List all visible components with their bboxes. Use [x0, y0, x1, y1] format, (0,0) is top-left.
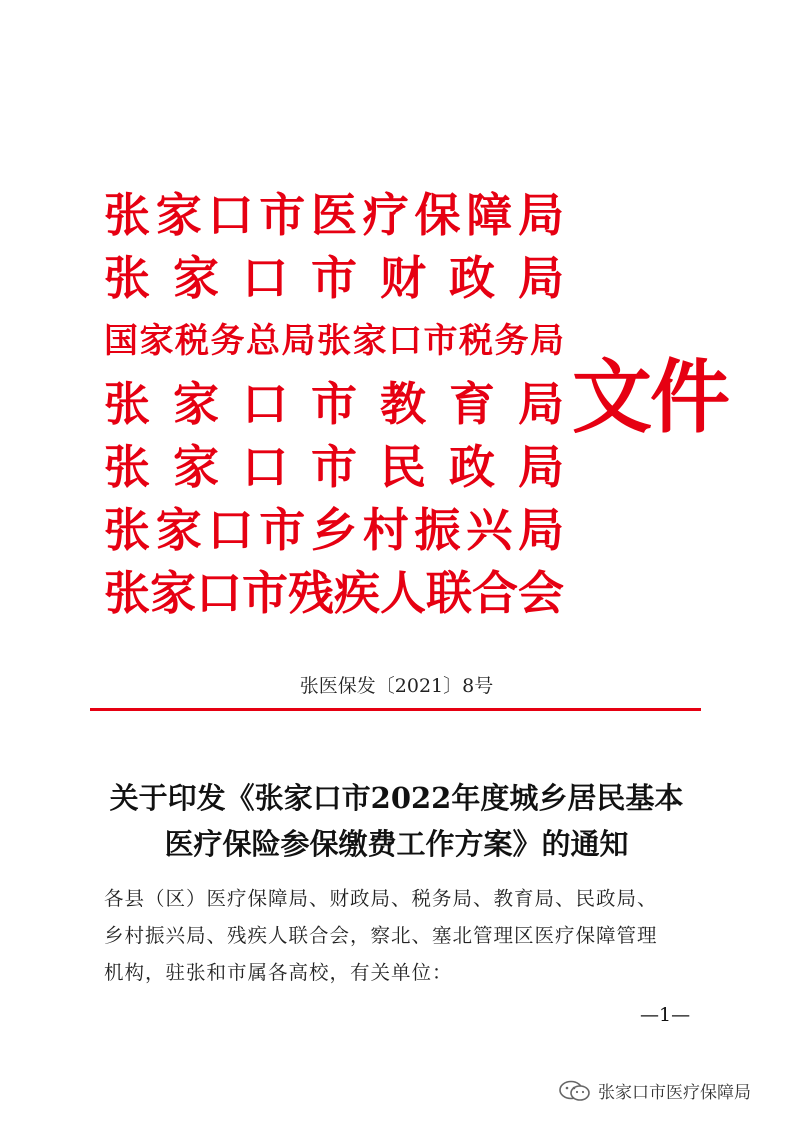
- body-text: [104, 880, 694, 991]
- issuer-char: 总: [246, 321, 280, 361]
- title-line: 关于印发《张家口市2022年度城乡居民基本: [109, 781, 684, 815]
- issuer-char: 育: [449, 377, 495, 431]
- issuer-char: 张: [104, 188, 150, 242]
- issuer-line: [104, 562, 564, 625]
- issuer-char: 口: [242, 251, 288, 305]
- issuer-char: 兴: [466, 503, 513, 557]
- issuer-char: 市: [242, 566, 288, 620]
- issuer-char: 局: [530, 321, 564, 361]
- issuer-char: 局: [518, 503, 564, 557]
- issuer-char: 家: [173, 440, 219, 494]
- issuer-line: [104, 436, 564, 499]
- issuer-line: [104, 310, 564, 373]
- issuer-char: 市: [311, 377, 357, 431]
- issuer-line: [104, 373, 564, 436]
- issuer-char: 家: [173, 251, 219, 305]
- issuer-line: [104, 247, 564, 310]
- issuer-char: 家: [139, 321, 174, 361]
- issuer-char: 口: [207, 503, 254, 557]
- body-line: 各县（区）医疗保障局、财政局、税务局、教育局、民政局、: [104, 887, 658, 910]
- issuer-char: 局: [518, 377, 564, 431]
- body-line: 机构，驻张和市属各高校，有关单位：: [104, 961, 453, 984]
- issuer-char: 张: [104, 566, 150, 620]
- body-line: 乡村振兴局、残疾人联合会，察北、塞北管理区医疗保障管理: [104, 924, 658, 947]
- issuer-char: 医: [311, 188, 357, 242]
- issuer-char: 乡: [311, 503, 357, 557]
- issuer-char: 张: [104, 440, 150, 494]
- issuer-char: 人: [380, 566, 426, 620]
- issuer-char: 市: [423, 321, 458, 361]
- issuer-char: 合: [472, 566, 518, 620]
- watermark: [558, 1078, 751, 1103]
- issuer-char: 张: [104, 251, 150, 305]
- issuer-char: 务: [210, 321, 245, 361]
- title-line: 医疗保险参保缴费工作方案》的通知: [164, 827, 629, 861]
- issuer-char: 局: [281, 321, 316, 361]
- issuer-char: 局: [518, 251, 564, 305]
- issuer-char: 市: [259, 503, 306, 557]
- issuer-line: [104, 184, 564, 247]
- issuer-char: 税: [459, 321, 493, 361]
- issuer-char: 疗: [362, 188, 409, 242]
- issuer-char: 市: [311, 440, 357, 494]
- issuer-char: 局: [518, 188, 564, 242]
- issuer-char: 张: [104, 503, 150, 557]
- issuer-char: 疾: [334, 566, 380, 620]
- wechat-icon: [558, 1080, 592, 1102]
- issuer-char: 家: [173, 377, 219, 431]
- issuer-char: 口: [242, 440, 288, 494]
- issuer-char: 市: [259, 188, 306, 242]
- issuer-line: [104, 499, 564, 562]
- red-divider: [90, 708, 701, 711]
- issuer-char: 家: [352, 321, 387, 361]
- document-number: 张医保发〔2021〕8号: [299, 675, 494, 697]
- issuer-char: 政: [449, 251, 495, 305]
- issuer-char: 振: [414, 503, 461, 557]
- issuer-char: 家: [155, 188, 202, 242]
- watermark-text: 张家口市医疗保障局: [598, 1083, 751, 1103]
- issuer-char: 家: [155, 503, 202, 557]
- issuer-char: 口: [207, 188, 254, 242]
- issuer-char: 张: [104, 377, 150, 431]
- issuer-char: 民: [380, 440, 426, 494]
- document-title: [60, 775, 733, 867]
- issuer-char: 口: [242, 377, 288, 431]
- issuer-char: 务: [494, 321, 529, 361]
- issuer-char: 税: [175, 321, 209, 361]
- issuer-char: 财: [380, 251, 426, 305]
- issuer-char: 口: [196, 566, 242, 620]
- issuer-char: 障: [466, 188, 513, 242]
- issuer-block: [104, 184, 564, 625]
- issuer-char: 会: [518, 566, 564, 620]
- issuer-char: 村: [362, 503, 409, 557]
- document-suffix: 文件: [572, 350, 728, 444]
- issuer-char: 市: [311, 251, 357, 305]
- page-number: —1—: [640, 1004, 691, 1026]
- issuer-char: 政: [449, 440, 495, 494]
- issuer-char: 教: [380, 377, 426, 431]
- issuer-char: 国: [104, 321, 138, 361]
- issuer-char: 联: [426, 566, 472, 620]
- issuer-char: 残: [288, 566, 334, 620]
- issuer-char: 口: [388, 321, 422, 361]
- issuer-char: 局: [518, 440, 564, 494]
- issuer-char: 家: [150, 566, 196, 620]
- issuer-char: 张: [317, 321, 351, 361]
- issuer-char: 保: [414, 188, 461, 242]
